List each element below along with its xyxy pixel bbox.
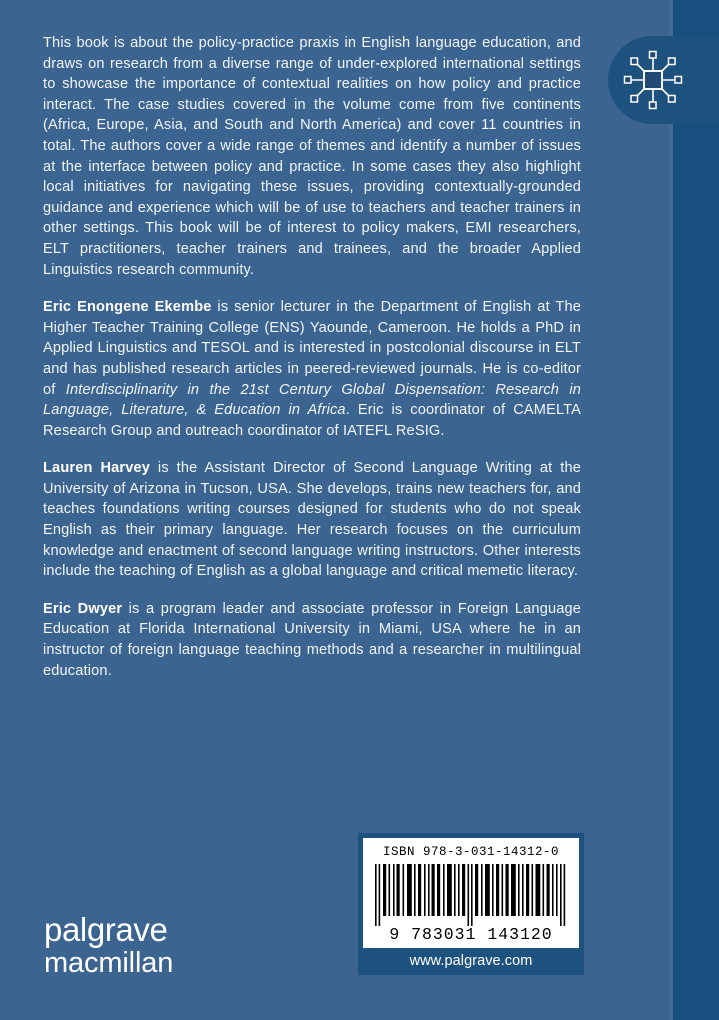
barcode-white-panel	[363, 838, 579, 948]
author-bio-harvey	[43, 458, 581, 582]
blurb-paragraph: This book is about the policy-practice praxis in English language education, and draws on research from a diverse range of under-explored international settings to showcase the importance of contextual realities on how policy and practice interact. The case studies covered in the volume come from five continents (Africa, Europe, Asia, and South and North America) and cover 11 countries in total. The authors cover a wide range of themes and identify a number of issues at the interface between policy and practice. In some cases they also highlight local initiatives for navigating these issues, providing contextually-grounded guidance and experience which will be of use to teachers and teacher trainers in other settings. This book will be of interest to policy makers, EMI researchers, ELT practitioners, teacher trainers and trainees, and the broader Applied Linguistics research community.	[43, 35, 581, 278]
isbn-barcode-block	[358, 833, 584, 975]
cover-right-edge-strip	[673, 0, 719, 1020]
author-name-harvey: Lauren Harvey	[43, 460, 151, 477]
author-bio-text-2: is the Assistant Director of Second Language Writing at the University of Arizona in Tucson, USA. She develops, trains new teachers for, and teaches foundations writing courses designed for students who do not speak English as their primary language. Her research focuses on the curriculum knowledge and enactment of second language writing instructors. Other interests include the teaching of English as a global language and critical memetic literacy.	[43, 460, 581, 580]
author-bio-dwyer	[43, 599, 581, 681]
ean13-barcode-icon	[371, 864, 571, 926]
barcode-digits: 9 783031 143120	[389, 925, 553, 944]
publisher-logo-palgrave: palgrave	[44, 911, 168, 948]
publisher-website: www.palgrave.com	[409, 953, 533, 969]
author-bio-ekembe	[43, 297, 581, 441]
palgrave-node-star-emblem-icon	[619, 46, 687, 114]
back-cover-text-column	[43, 33, 581, 681]
author-name-dwyer: Eric Dwyer	[43, 600, 123, 617]
isbn-label: ISBN 978-3-031-14312-0	[382, 845, 560, 859]
author-name-ekembe: Eric Enongene Ekembe	[43, 299, 212, 316]
publisher-logo	[44, 913, 264, 978]
author-bio-text-3: is a program leader and associate professor in Foreign Language Education at Florida International University in Miami, USA where he in an instructor of foreign language teaching methods and a researcher in multilingual education.	[43, 600, 582, 679]
author-bio-text-1: is senior lecturer in the Department of English at The Higher Teacher Training College (ENS) Yaounde, Cameroon. He holds a PhD in Applied Linguistics and TESOL and is interested in postcolonial discourse in ELT and has published research articles in peered-reviewed journals. He is co-editor of	[43, 299, 581, 398]
author-bio-text-1b: . Eric is coordinator of CAMELTA Research Group and outreach coordinator of IATEFL ReSIG.	[43, 402, 581, 439]
author-book-title-ekembe: Interdisciplinarity in the 21st Century Global Dispensation: Research in Language, Literature, & Education in Africa	[43, 381, 582, 419]
publisher-logo-macmillan: macmillan	[44, 947, 174, 979]
